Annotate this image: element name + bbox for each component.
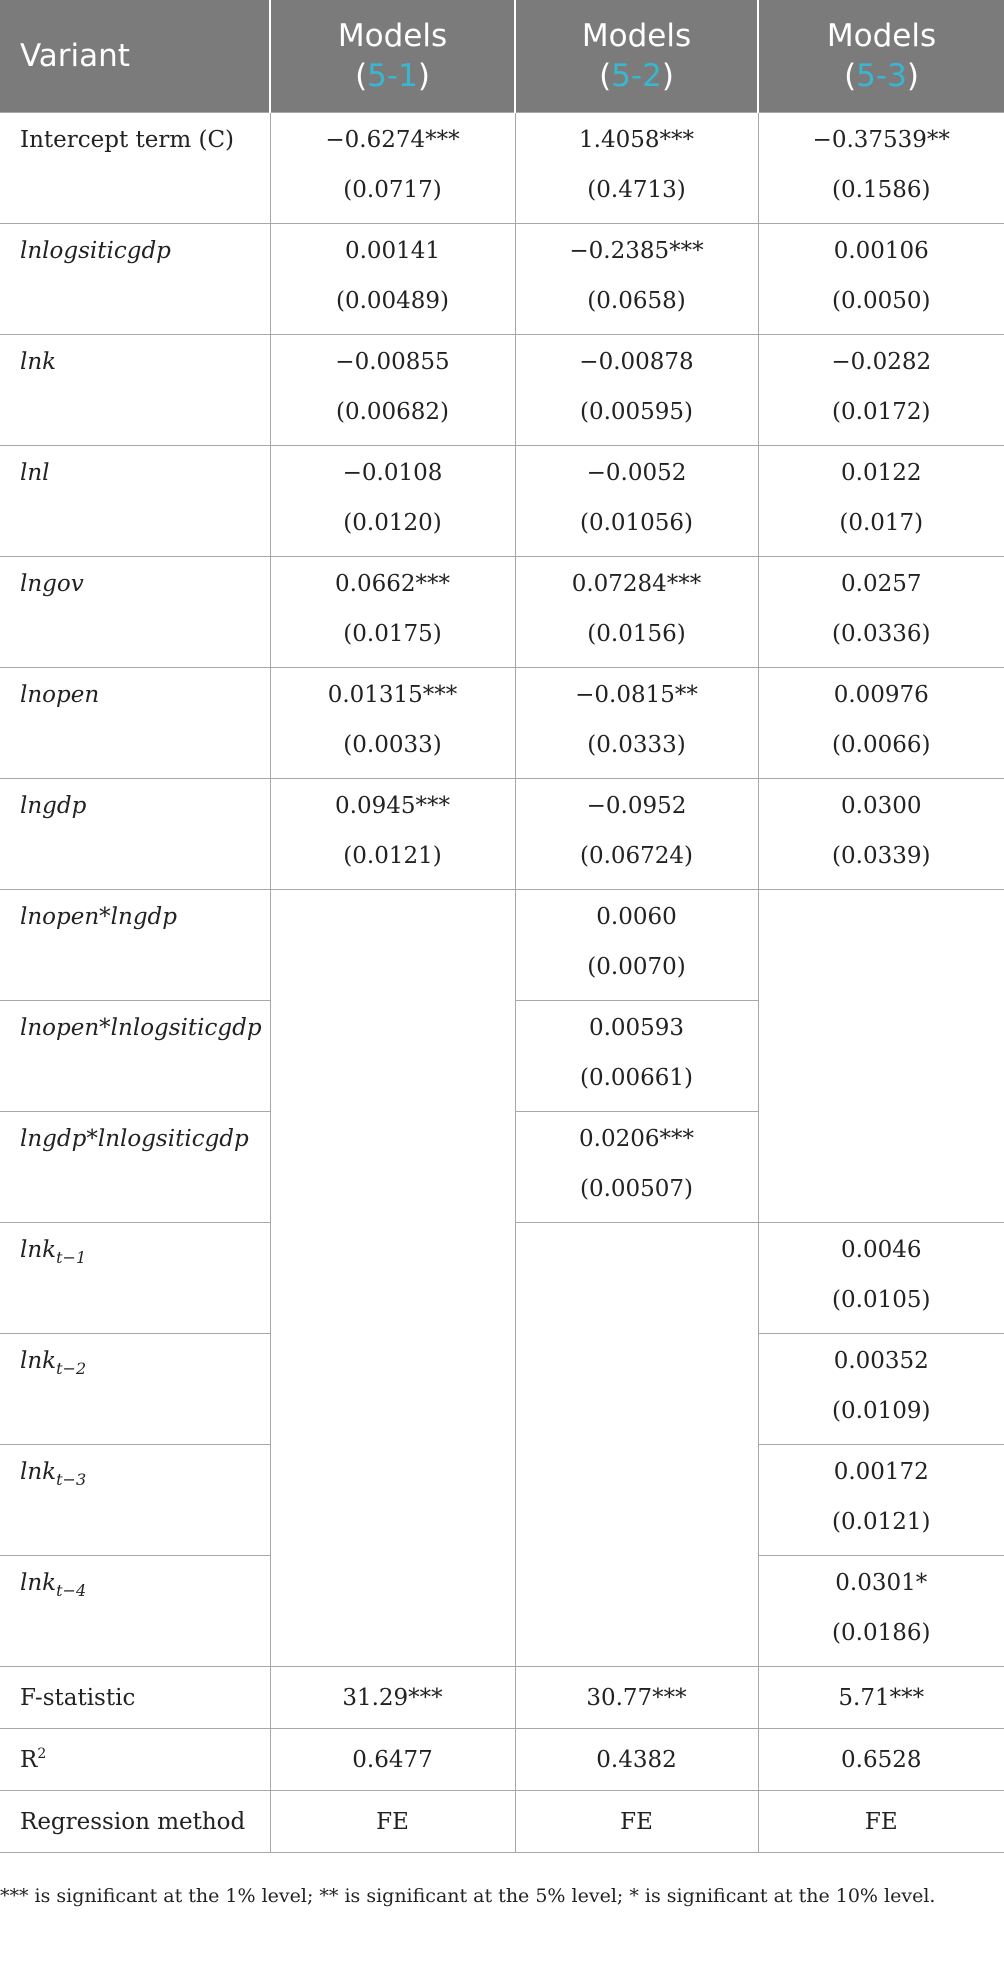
- table-row: [0, 890, 1004, 1001]
- row-label: lnopen*lnlogsiticgdp: [0, 1001, 270, 1112]
- row-label: lngdp*lnlogsiticgdp: [0, 1112, 270, 1223]
- table-row: [0, 557, 1004, 668]
- cell-model-5-2: 0.4382: [515, 1729, 758, 1791]
- cell-model-5-3: 5.71***: [758, 1667, 1004, 1729]
- row-label: lnk$_{t-1}$: [0, 1223, 270, 1334]
- table-row: [0, 113, 1004, 224]
- cell-model-5-2: −0.0952 (0.06724): [515, 779, 758, 890]
- row-label: Regression method: [0, 1791, 270, 1853]
- cell-model-5-1: 0.0945*** (0.0121): [270, 779, 515, 890]
- cell-model-5-1: −0.00855 (0.00682): [270, 335, 515, 446]
- row-label: $R^2$: [0, 1729, 270, 1791]
- row-label: lnk$_{t-3}$: [0, 1445, 270, 1556]
- cell-model-5-3: 0.00976 (0.0066): [758, 668, 1004, 779]
- cell-model-5-2: 1.4058*** (0.4713): [515, 113, 758, 224]
- cell-model-5-2: 30.77***: [515, 1667, 758, 1729]
- cell-model-5-3: 0.0301* (0.0186): [758, 1556, 1004, 1667]
- row-label: lngdp: [0, 779, 270, 890]
- cell-model-5-2: −0.2385*** (0.0658): [515, 224, 758, 335]
- cell-model-5-2: 0.07284*** (0.0156): [515, 557, 758, 668]
- stats-row-f-statistic: [0, 1667, 1004, 1729]
- cell-model-5-1: 0.0662*** (0.0175): [270, 557, 515, 668]
- table-row: [0, 779, 1004, 890]
- cell-model-5-3: 0.6528: [758, 1729, 1004, 1791]
- row-label: lnopen: [0, 668, 270, 779]
- table-row: [0, 335, 1004, 446]
- cell-model-5-1: 31.29***: [270, 1667, 515, 1729]
- header-model-5-2: Models (5-2): [515, 0, 758, 113]
- header-variant: Variant: [0, 0, 270, 113]
- cell-model-5-3: 0.00106 (0.0050): [758, 224, 1004, 335]
- row-label: lnlogsiticgdp: [0, 224, 270, 335]
- empty-cell-model-5-1: [270, 890, 515, 1667]
- cell-model-5-1: −0.0108 (0.0120): [270, 446, 515, 557]
- row-label: F-statistic: [0, 1667, 270, 1729]
- cell-model-5-1: −0.6274*** (0.0717): [270, 113, 515, 224]
- cell-model-5-3: −0.0282 (0.0172): [758, 335, 1004, 446]
- cell-model-5-1: FE: [270, 1791, 515, 1853]
- row-label: lnl: [0, 446, 270, 557]
- model-ref-link[interactable]: 5-1: [367, 58, 418, 94]
- table-row: [0, 224, 1004, 335]
- cell-model-5-3: −0.37539** (0.1586): [758, 113, 1004, 224]
- table-row: [0, 668, 1004, 779]
- model-ref-link[interactable]: 5-2: [611, 58, 662, 94]
- cell-model-5-3: 0.0122 (0.017): [758, 446, 1004, 557]
- cell-model-5-3: 0.00172 (0.0121): [758, 1445, 1004, 1556]
- table-footnote: *** is significant at the 1% level; ** is significant at the 5% level; * is significant at the 10% level.: [0, 1885, 936, 1907]
- empty-cell-model-5-3: [758, 890, 1004, 1223]
- cell-model-5-2: 0.00593 (0.00661): [515, 1001, 758, 1112]
- table-row: [0, 446, 1004, 557]
- cell-model-5-3: 0.0300 (0.0339): [758, 779, 1004, 890]
- cell-model-5-2: −0.00878 (0.00595): [515, 335, 758, 446]
- table-header: [0, 0, 1004, 113]
- row-label: lnk: [0, 335, 270, 446]
- cell-model-5-1: 0.01315*** (0.0033): [270, 668, 515, 779]
- row-label: lngov: [0, 557, 270, 668]
- row-label: lnopen*lngdp: [0, 890, 270, 1001]
- cell-model-5-2: −0.0815** (0.0333): [515, 668, 758, 779]
- stats-row-r-squared: [0, 1729, 1004, 1791]
- cell-model-5-3: 0.00352 (0.0109): [758, 1334, 1004, 1445]
- cell-model-5-2: FE: [515, 1791, 758, 1853]
- row-label: lnk$_{t-4}$: [0, 1556, 270, 1667]
- empty-cell-model-5-2: [515, 1223, 758, 1667]
- cell-model-5-3: FE: [758, 1791, 1004, 1853]
- cell-model-5-2: 0.0060 (0.0070): [515, 890, 758, 1001]
- stats-row-regression-method: [0, 1791, 1004, 1853]
- header-model-5-1: Models (5-1): [270, 0, 515, 113]
- cell-model-5-1: 0.00141 (0.00489): [270, 224, 515, 335]
- cell-model-5-1: 0.6477: [270, 1729, 515, 1791]
- row-label: Intercept term (C): [0, 113, 270, 224]
- cell-model-5-2: −0.0052 (0.01056): [515, 446, 758, 557]
- cell-model-5-2: 0.0206*** (0.00507): [515, 1112, 758, 1223]
- cell-model-5-3: 0.0257 (0.0336): [758, 557, 1004, 668]
- row-label: lnk$_{t-2}$: [0, 1334, 270, 1445]
- header-model-5-3: Models (5-3): [758, 0, 1004, 113]
- cell-model-5-3: 0.0046 (0.0105): [758, 1223, 1004, 1334]
- model-ref-link[interactable]: 5-3: [856, 58, 907, 94]
